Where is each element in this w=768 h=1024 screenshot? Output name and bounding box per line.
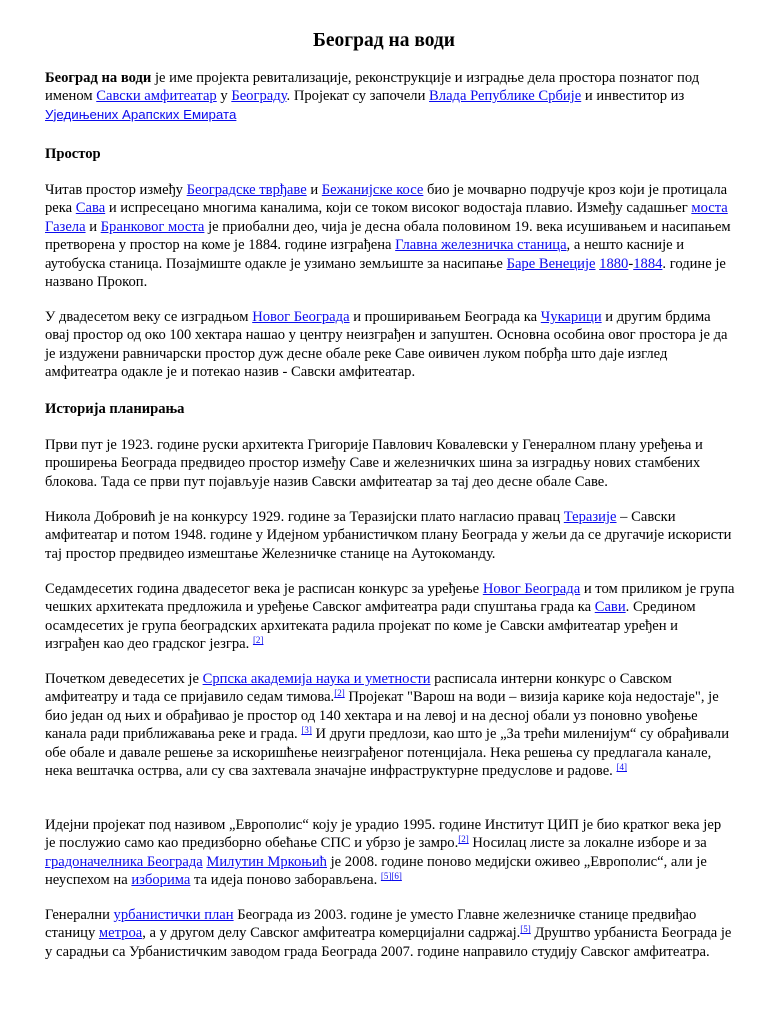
link-uae[interactable]: Уједињених Арапских Емирата bbox=[45, 106, 237, 122]
link-1880[interactable]: 1880 bbox=[599, 255, 629, 272]
link-vlada-srbije[interactable]: Влада Републике Србије bbox=[429, 88, 582, 105]
link-brankov-most[interactable]: Бранковог моста bbox=[100, 218, 205, 235]
intro-bold-term: Београд на води bbox=[45, 70, 152, 86]
link-cukarica[interactable]: Чукарици bbox=[540, 309, 602, 325]
heading-prostor: Простор bbox=[45, 146, 101, 162]
footnote-ref[interactable]: [4] bbox=[616, 762, 627, 773]
paragraph-history-5: Идејни пројекат под називом „Европолис“ коју је урадио 1995. године Институт ЦИП је био кратког века јер је послужио само као предизборно обећање СПС и убрзо је замро.[2] Носилац листе за локалне изборе и за градоначелника Београда Милутин Мркоњић је 2008. године поново медијски оживео „Европолис“, али је неуспехом на изборима та идеја поново заборављена. [5][6] bbox=[45, 817, 722, 889]
link-izbori[interactable]: изборима bbox=[131, 872, 191, 889]
paragraph-history-3: Седамдесетих година двадесетог века је расписан конкурс за уређење Новог Београда и том приликом је група чешких архитеката предложила и уређење Савског амфитеатра ради спуштања града ка Сави. Средином осамдесетих је група београдских архитеката радила пројекат по коме је Савски амфитеатар уређен и изграђен као део градског језгра. [2] bbox=[45, 581, 735, 653]
footnote-ref[interactable]: [6] bbox=[391, 871, 402, 882]
link-bezanijska-kosa[interactable]: Бежанијске косе bbox=[321, 182, 424, 198]
link-novi-beograd-2[interactable]: Новог Београда bbox=[482, 581, 581, 597]
link-urbanisticki-plan[interactable]: урбанистички план bbox=[113, 907, 234, 923]
paragraph-history-2: Никола Добровић је на конкурсу 1929. године за Теразијски плато нагласио правац Теразије – Савски амфитеатар и потом 1948. године у Идејном урбанистичком плану Београда у жељи да се другачије искористи тај простор предвидео измештање Железничке станице на Аутокоманду. bbox=[45, 509, 732, 562]
page-title: Београд на води bbox=[312, 30, 456, 51]
link-savski-amfiteatar[interactable]: Савски амфитеатар bbox=[96, 88, 217, 105]
link-sava[interactable]: Сава bbox=[75, 200, 106, 217]
intro-paragraph: Београд на води је име пројекта ревитализације, реконструкције и изградње дела простора познатог под именом Савски амфитеатар у Београду. Пројекат су започели Влада Републике Србије и инвеститор из Уједињених Арапских Емирата bbox=[45, 70, 700, 122]
link-bare-venecije[interactable]: Баре Венеције bbox=[506, 255, 596, 272]
paragraph-prostor-1: Читав простор између Београдске тврђаве и Бежанијске косе био је мочварно подручје кроз који је протицала река Сава и испресецано многима каналима, који се током високог водостаја плавио. Између садашњег моста Газела и Бранковог моста је приобални део, чија је десна обала половином 19. века исушивањем и насипањем претворена у простор на коме је 1884. године изграђена Главна железничка станица, а нешто касније и аутобуска станица. Позајмиште одакле је узимано земљиште за насипање Баре Венеције 1880-1884. године је названо Прокоп. bbox=[45, 182, 731, 291]
paragraph-history-4: Почетком деведесетих је Српска академија наука и уметности расписала интерни конкурс о Савском амфитеатру и тада се пријавило седам тимова.[2] Пројекат "Варош на води – визија карике која недостаје", је био један од њих и обрађивао је простор од 140 хектара и на левој и на десној обали уз поновно увођење канала ради приближавања реке и града. [3] И други предлози, као што је „За трећи миленијум“ су обрађивали обе обале и давале решење за искоришћење неизграђеног потенцијала. Нека решења су предлагала канале, нека вештачка острва, али су сва захтевала значајне инфраструктурне предуслове и радове. [4] bbox=[45, 671, 729, 780]
link-novi-beograd[interactable]: Новог Београда bbox=[252, 309, 350, 325]
link-sanu[interactable]: Српска академија наука и уметности bbox=[202, 671, 431, 687]
footnote-ref[interactable]: [2] bbox=[458, 834, 469, 845]
link-beograd[interactable]: Београду bbox=[231, 88, 287, 105]
footnote-ref[interactable]: [3] bbox=[301, 725, 312, 736]
link-glavna-zeleznicka-stanica[interactable]: Главна железничка станица bbox=[395, 237, 567, 254]
heading-istorija-planiranja: Историја планирања bbox=[45, 401, 185, 417]
link-metro[interactable]: метроа bbox=[98, 925, 143, 942]
link-terazije[interactable]: Теразије bbox=[563, 509, 617, 525]
footnote-ref[interactable]: [5] bbox=[520, 924, 531, 935]
link-beogradska-tvrdjava[interactable]: Београдске тврђаве bbox=[186, 182, 307, 198]
footnote-ref[interactable]: [2] bbox=[334, 688, 345, 699]
link-gradonacelnik-beograda[interactable]: градоначелника Београда bbox=[45, 853, 203, 870]
paragraph-history-1: Први пут је 1923. године руски архитекта Григорије Павлович Ковалевски у Генералном плану уређења и проширења Београда предвидео простор између Саве и железничких шина за изградњу нових стамбених блокова. Тада се први пут појављује назив Савски амфитеатар за тај део десне обале Саве. bbox=[45, 437, 703, 490]
paragraph-prostor-2: У двадесетом веку се изградњом Новог Београда и проширивањем Београда ка Чукарици и другим брдима овај простор од око 100 хектара нашао у центру неизграђен и запуштен. Основна особина овог простора је да је издужени равничарски простор дуж десне обале реке Саве оивичен луком побрђа што даје изглед амфитеатра одакле је и потекао назив - Савски амфитеатар. bbox=[45, 309, 728, 381]
paragraph-history-6: Генерални урбанистички план Београда из 2003. године је уместо Главне железничке станице предвиђао станицу метроа, а у другом делу Савског амфитеатра комерцијални садржај.[5] Друштво урбаниста Београда је у сарадњи са Урбанистичким заводом града Београда 2007. године направило студију Савског амфитеатра. bbox=[45, 907, 732, 960]
footnote-ref[interactable]: [2] bbox=[252, 635, 264, 646]
footnote-ref[interactable]: [5] bbox=[380, 871, 392, 882]
link-milutin-mrkonjic[interactable]: Милутин Мркоњић bbox=[206, 853, 327, 870]
link-most-gazela[interactable]: моста Газела bbox=[45, 200, 728, 235]
link-1884[interactable]: 1884 bbox=[633, 255, 663, 272]
link-sava-2[interactable]: Сави bbox=[594, 599, 626, 616]
